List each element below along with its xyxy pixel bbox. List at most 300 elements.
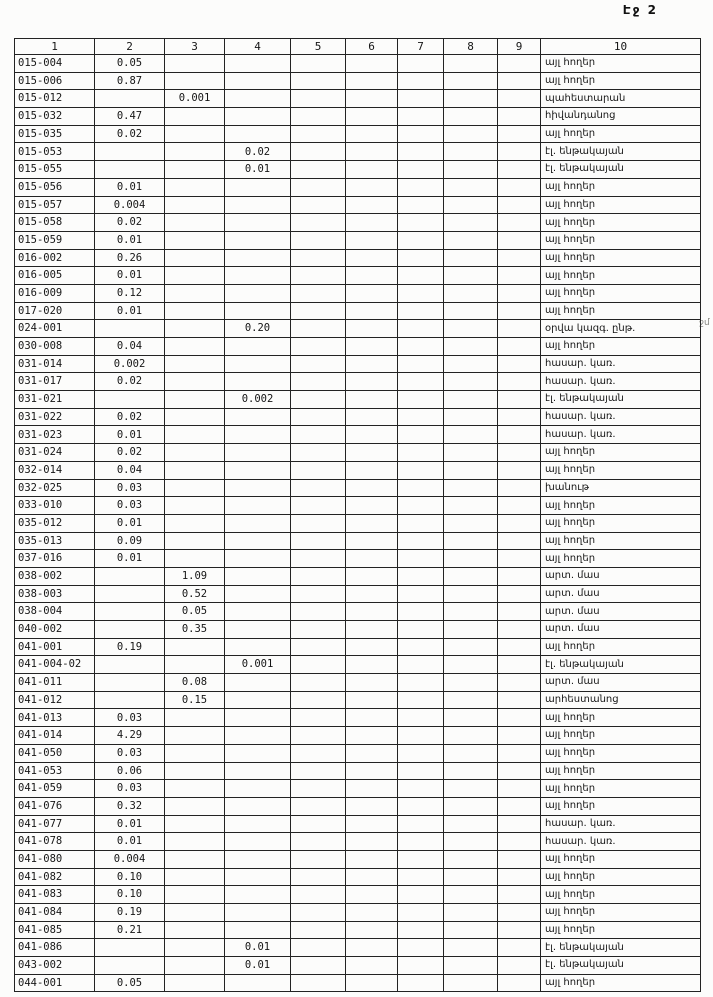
table-cell: 0.87 <box>95 72 165 90</box>
table-row <box>15 231 701 249</box>
table-cell: այլ հողեր <box>541 904 701 922</box>
column-header: 10 <box>541 39 701 55</box>
table-cell <box>498 638 541 656</box>
table-cell: 0.52 <box>165 585 225 603</box>
table-cell <box>291 514 346 532</box>
table-cell <box>398 850 444 868</box>
table-cell <box>291 762 346 780</box>
table-cell <box>346 550 398 568</box>
table-cell <box>444 532 498 550</box>
table-cell <box>398 691 444 709</box>
table-cell <box>398 621 444 639</box>
table-cell: պահեստարան <box>541 90 701 108</box>
table-cell <box>165 904 225 922</box>
table-cell: 017-020 <box>15 302 95 320</box>
table-cell <box>398 408 444 426</box>
table-row <box>15 603 701 621</box>
table-cell <box>346 338 398 356</box>
table-cell: արտ. մաս <box>541 674 701 692</box>
table-cell <box>398 709 444 727</box>
table-cell <box>398 585 444 603</box>
table-cell <box>346 479 398 497</box>
table-row <box>15 161 701 179</box>
table-cell <box>498 267 541 285</box>
table-cell <box>291 196 346 214</box>
table-cell <box>498 744 541 762</box>
table-row <box>15 744 701 762</box>
table-cell <box>398 957 444 975</box>
table-cell <box>398 231 444 249</box>
table-cell <box>291 373 346 391</box>
table-cell: 0.01 <box>95 815 165 833</box>
table-cell <box>498 833 541 851</box>
table-cell <box>346 267 398 285</box>
table-cell: 0.001 <box>165 90 225 108</box>
table-cell: 016-002 <box>15 249 95 267</box>
table-cell <box>291 408 346 426</box>
table-cell: 0.01 <box>225 161 291 179</box>
table-cell <box>291 868 346 886</box>
table-cell <box>291 461 346 479</box>
table-cell: 031-017 <box>15 373 95 391</box>
table-cell <box>225 550 291 568</box>
table-cell <box>398 178 444 196</box>
table-cell <box>498 921 541 939</box>
table-cell <box>398 727 444 745</box>
table-cell <box>165 815 225 833</box>
table-cell: 015-059 <box>15 231 95 249</box>
table-cell <box>346 674 398 692</box>
table-cell <box>346 709 398 727</box>
table-cell: 0.05 <box>165 603 225 621</box>
table-cell: 1.09 <box>165 567 225 585</box>
table-cell <box>498 691 541 709</box>
table-cell: 015-055 <box>15 161 95 179</box>
table-cell <box>165 709 225 727</box>
table-cell <box>498 656 541 674</box>
table-cell <box>165 249 225 267</box>
table-cell: այլ հողեր <box>541 444 701 462</box>
table-cell: 032-025 <box>15 479 95 497</box>
table-cell <box>444 161 498 179</box>
table-cell: էլ. ենթակայան <box>541 143 701 161</box>
table-cell <box>95 656 165 674</box>
table-cell: 031-023 <box>15 426 95 444</box>
table-cell <box>444 514 498 532</box>
table-cell: այլ հողեր <box>541 196 701 214</box>
table-cell: 0.02 <box>95 408 165 426</box>
table-cell <box>498 284 541 302</box>
table-cell <box>291 532 346 550</box>
table-cell <box>291 249 346 267</box>
table-cell <box>346 762 398 780</box>
table-row <box>15 957 701 975</box>
table-cell: 041-013 <box>15 709 95 727</box>
table-cell: 015-057 <box>15 196 95 214</box>
table-cell: 0.32 <box>95 797 165 815</box>
table-cell <box>444 550 498 568</box>
table-cell <box>95 585 165 603</box>
table-row <box>15 355 701 373</box>
table-cell: այլ հողեր <box>541 886 701 904</box>
column-header: 7 <box>398 39 444 55</box>
table-row <box>15 656 701 674</box>
table-row <box>15 108 701 126</box>
table-cell: 041-012 <box>15 691 95 709</box>
table-cell: 0.01 <box>95 302 165 320</box>
table-cell <box>165 780 225 798</box>
table-cell <box>165 921 225 939</box>
table-cell: այլ հողեր <box>541 72 701 90</box>
table-cell: 4.29 <box>95 727 165 745</box>
table-cell <box>291 72 346 90</box>
table-cell <box>165 532 225 550</box>
table-cell <box>291 833 346 851</box>
table-row <box>15 302 701 320</box>
table-cell <box>346 815 398 833</box>
table-cell <box>165 426 225 444</box>
table-row <box>15 90 701 108</box>
table-cell <box>444 974 498 992</box>
table-cell <box>225 338 291 356</box>
table-body <box>15 55 701 992</box>
table-cell <box>498 550 541 568</box>
table-cell <box>291 603 346 621</box>
table-cell: 0.26 <box>95 249 165 267</box>
table-cell: 0.05 <box>95 55 165 73</box>
table-cell <box>95 143 165 161</box>
table-cell <box>346 249 398 267</box>
table-cell <box>444 815 498 833</box>
table-cell <box>291 338 346 356</box>
table-cell <box>498 532 541 550</box>
table-cell <box>498 196 541 214</box>
table-cell <box>444 284 498 302</box>
table-cell <box>444 249 498 267</box>
table-row <box>15 797 701 815</box>
table-cell <box>346 161 398 179</box>
table-cell <box>498 904 541 922</box>
table-cell <box>346 373 398 391</box>
table-cell <box>398 267 444 285</box>
table-cell: 0.08 <box>165 674 225 692</box>
table-cell <box>346 320 398 338</box>
table-cell <box>346 302 398 320</box>
table-cell: 041-078 <box>15 833 95 851</box>
table-cell <box>498 338 541 356</box>
table-cell <box>165 497 225 515</box>
table-cell <box>346 744 398 762</box>
table-cell <box>398 143 444 161</box>
table-cell: այլ հողեր <box>541 514 701 532</box>
table-cell <box>291 797 346 815</box>
table-cell <box>444 621 498 639</box>
table-cell <box>398 744 444 762</box>
table-cell <box>165 744 225 762</box>
table-cell: 015-035 <box>15 125 95 143</box>
table-cell <box>498 850 541 868</box>
table-cell: այլ հողեր <box>541 302 701 320</box>
table-cell <box>346 603 398 621</box>
table-cell: 0.03 <box>95 744 165 762</box>
table-cell <box>346 90 398 108</box>
table-row <box>15 833 701 851</box>
table-cell <box>346 939 398 957</box>
table-cell <box>398 603 444 621</box>
table-cell <box>444 780 498 798</box>
table-cell: 038-002 <box>15 567 95 585</box>
table-cell <box>225 886 291 904</box>
table-cell <box>165 514 225 532</box>
table-cell <box>225 514 291 532</box>
table-cell <box>346 196 398 214</box>
table-cell <box>95 957 165 975</box>
table-cell <box>498 178 541 196</box>
table-cell <box>165 108 225 126</box>
table-cell <box>444 904 498 922</box>
table-cell <box>444 727 498 745</box>
table-cell <box>498 72 541 90</box>
table-cell <box>444 108 498 126</box>
table-cell: այլ հողեր <box>541 727 701 745</box>
table-cell <box>498 355 541 373</box>
table-cell <box>444 850 498 868</box>
table-cell <box>291 691 346 709</box>
table-cell <box>346 55 398 73</box>
table-cell <box>398 196 444 214</box>
table-cell <box>165 550 225 568</box>
table-cell <box>398 320 444 338</box>
table-cell <box>444 603 498 621</box>
table-cell <box>498 727 541 745</box>
table-cell: այլ հողեր <box>541 850 701 868</box>
table-cell <box>346 621 398 639</box>
table-cell: այլ հողեր <box>541 214 701 232</box>
table-cell <box>444 957 498 975</box>
table-cell <box>346 780 398 798</box>
table-cell <box>291 143 346 161</box>
table-cell <box>346 391 398 409</box>
table-cell <box>291 108 346 126</box>
table-cell <box>398 797 444 815</box>
table-cell: 041-014 <box>15 727 95 745</box>
table-cell: էլ. ենթակայան <box>541 161 701 179</box>
table-cell: 041-086 <box>15 939 95 957</box>
table-cell: 041-076 <box>15 797 95 815</box>
table-cell <box>225 196 291 214</box>
table-cell: 015-056 <box>15 178 95 196</box>
table-cell <box>225 780 291 798</box>
table-cell <box>444 214 498 232</box>
table-cell: 041-083 <box>15 886 95 904</box>
column-header: 2 <box>95 39 165 55</box>
table-cell <box>291 479 346 497</box>
table-cell <box>225 479 291 497</box>
table-cell <box>225 108 291 126</box>
table-cell: այլ հողեր <box>541 780 701 798</box>
table-cell <box>225 249 291 267</box>
table-cell <box>444 302 498 320</box>
table-cell <box>498 514 541 532</box>
table-row <box>15 267 701 285</box>
table-cell <box>225 408 291 426</box>
table-cell <box>225 178 291 196</box>
table-cell: 015-012 <box>15 90 95 108</box>
table-cell <box>346 532 398 550</box>
table-cell: 041-001 <box>15 638 95 656</box>
table-cell <box>444 691 498 709</box>
table-cell <box>165 338 225 356</box>
table-cell <box>498 762 541 780</box>
table-cell <box>498 444 541 462</box>
table-cell <box>291 161 346 179</box>
table-cell <box>444 72 498 90</box>
table-cell <box>498 426 541 444</box>
table-cell: արտ. մաս <box>541 585 701 603</box>
table-cell <box>398 161 444 179</box>
table-cell <box>291 744 346 762</box>
table-cell <box>291 550 346 568</box>
table-cell <box>346 143 398 161</box>
table-cell: 044-001 <box>15 974 95 992</box>
table-cell <box>291 621 346 639</box>
table-cell: 041-077 <box>15 815 95 833</box>
table-cell: հասար. կառ. <box>541 355 701 373</box>
table-cell: 015-058 <box>15 214 95 232</box>
column-header: 4 <box>225 39 291 55</box>
table-cell <box>444 656 498 674</box>
table-cell <box>291 90 346 108</box>
table-cell: 0.03 <box>95 479 165 497</box>
table-cell <box>225 585 291 603</box>
table-cell <box>398 391 444 409</box>
table-row <box>15 214 701 232</box>
table-cell <box>225 267 291 285</box>
table-row <box>15 815 701 833</box>
table-cell <box>346 497 398 515</box>
table-cell <box>498 974 541 992</box>
table-cell <box>291 656 346 674</box>
table-cell <box>165 939 225 957</box>
table-cell <box>498 939 541 957</box>
table-cell <box>225 125 291 143</box>
table-cell <box>291 284 346 302</box>
table-cell: 0.001 <box>225 656 291 674</box>
table-cell: էլ. ենթակայան <box>541 656 701 674</box>
table-cell: 040-002 <box>15 621 95 639</box>
table-cell <box>444 497 498 515</box>
page-number-label: Էջ 2 <box>622 3 658 17</box>
table-cell <box>398 497 444 515</box>
table-row <box>15 338 701 356</box>
table-cell <box>165 161 225 179</box>
table-cell <box>398 868 444 886</box>
table-row <box>15 444 701 462</box>
table-cell <box>444 355 498 373</box>
table-cell <box>398 780 444 798</box>
table-cell <box>225 284 291 302</box>
table-cell: 0.10 <box>95 886 165 904</box>
table-cell <box>498 320 541 338</box>
table-cell <box>346 444 398 462</box>
table-cell <box>444 231 498 249</box>
table-cell <box>225 355 291 373</box>
table-cell <box>444 638 498 656</box>
table-cell <box>398 921 444 939</box>
table-cell <box>346 957 398 975</box>
table-row <box>15 143 701 161</box>
table-cell <box>291 921 346 939</box>
column-header: 9 <box>498 39 541 55</box>
table-cell <box>291 939 346 957</box>
table-cell: 033-010 <box>15 497 95 515</box>
table-cell: 0.02 <box>95 373 165 391</box>
table-cell <box>291 55 346 73</box>
table-cell: 0.04 <box>95 461 165 479</box>
table-cell <box>165 762 225 780</box>
table-cell <box>225 638 291 656</box>
table-cell <box>498 461 541 479</box>
table-cell: 0.01 <box>225 939 291 957</box>
table-cell <box>165 214 225 232</box>
table-cell: 0.02 <box>95 214 165 232</box>
table-cell <box>95 939 165 957</box>
table-cell: այլ հողեր <box>541 868 701 886</box>
table-row <box>15 55 701 73</box>
table-row <box>15 621 701 639</box>
table-cell <box>291 974 346 992</box>
table-cell <box>165 957 225 975</box>
table-cell <box>444 797 498 815</box>
table-cell <box>225 727 291 745</box>
table-cell <box>165 125 225 143</box>
table-cell <box>225 231 291 249</box>
table-row <box>15 514 701 532</box>
table-cell <box>398 90 444 108</box>
table-cell <box>165 868 225 886</box>
table-row <box>15 585 701 603</box>
table-cell <box>165 391 225 409</box>
table-cell: այլ հողեր <box>541 638 701 656</box>
table-cell <box>498 603 541 621</box>
table-cell: այլ հողեր <box>541 249 701 267</box>
table-cell: 0.01 <box>95 833 165 851</box>
table-cell <box>165 461 225 479</box>
table-cell: 038-003 <box>15 585 95 603</box>
table-cell <box>95 391 165 409</box>
table-row <box>15 691 701 709</box>
table-cell: 024-001 <box>15 320 95 338</box>
table-cell <box>444 196 498 214</box>
table-cell <box>398 338 444 356</box>
table-cell <box>398 886 444 904</box>
table-cell: այլ հողեր <box>541 231 701 249</box>
table-cell <box>498 214 541 232</box>
table-cell: 0.03 <box>95 780 165 798</box>
table-cell <box>291 178 346 196</box>
table-cell <box>398 532 444 550</box>
table-cell <box>498 886 541 904</box>
table-row <box>15 567 701 585</box>
table-row <box>15 638 701 656</box>
table-cell <box>165 638 225 656</box>
table-cell: այլ հողեր <box>541 125 701 143</box>
table-cell <box>398 426 444 444</box>
table-cell: 030-008 <box>15 338 95 356</box>
table-cell: 0.12 <box>95 284 165 302</box>
table-cell <box>444 744 498 762</box>
table-cell <box>444 762 498 780</box>
